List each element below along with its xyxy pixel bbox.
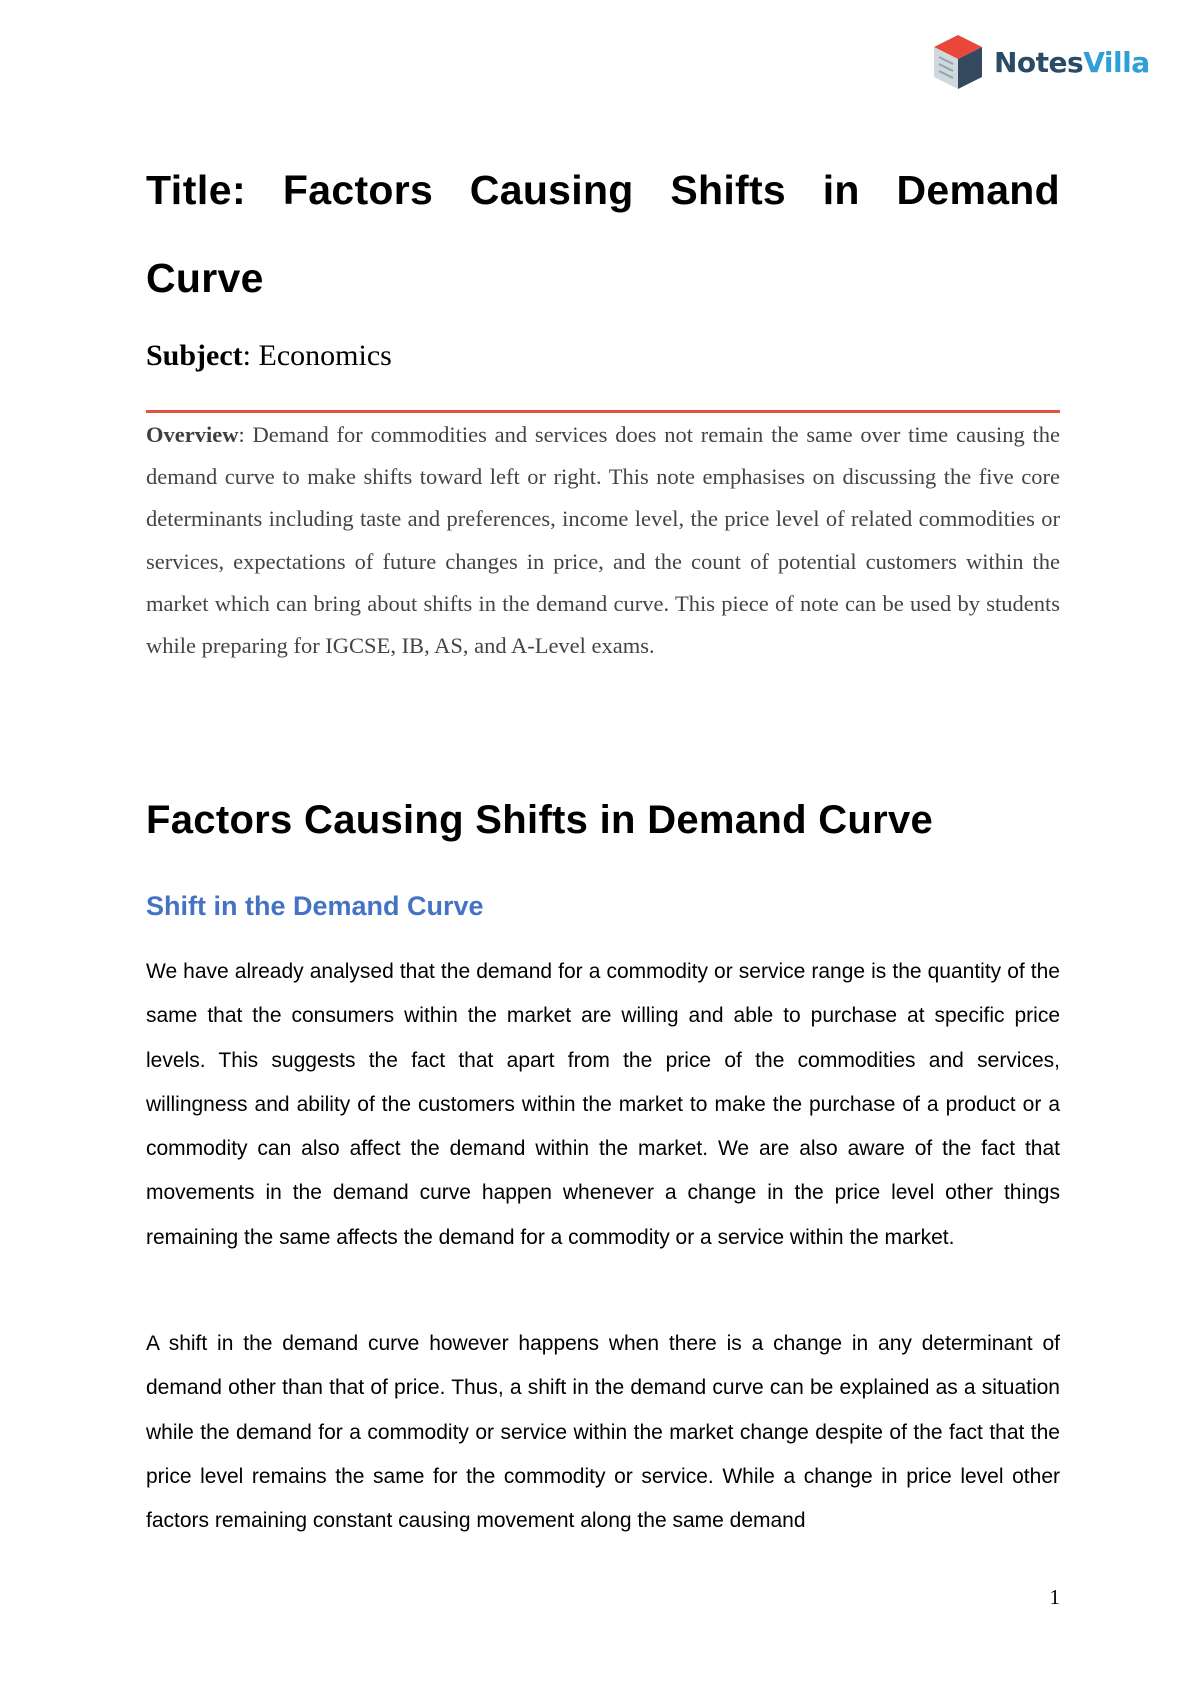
notesvilla-logo [932, 33, 1150, 91]
logo-wordmark-villa: Villa [1083, 45, 1150, 79]
subject-label: Subject [146, 339, 243, 372]
body-paragraph-2: A shift in the demand curve however happens when there is a change in any determinant of demand other than that of price. Thus, a shift in the demand curve can be explained as a situation while the demand for a commodity or service within the market change despite of the fact that the price level remains the same for the commodity or service. While a change in price level other factors remaining constant causing movement along the same demand [146, 1332, 1060, 1533]
title-label: Title: [146, 167, 247, 213]
logo-wordmark-notes: Notes [994, 45, 1084, 79]
subject-value: Economics [258, 339, 392, 372]
document-title [146, 146, 1060, 322]
subsection-heading: Shift in the Demand Curve [146, 891, 484, 921]
page-number: 1 [1049, 1585, 1060, 1609]
divider-rule [146, 410, 1060, 413]
overview-paragraph [146, 414, 1060, 667]
cube-logo-icon [932, 33, 984, 91]
logo-wordmark [994, 46, 1150, 79]
subject-colon: : [242, 339, 252, 372]
subject-line [146, 336, 1060, 376]
body-paragraph-1: We have already analysed that the demand for a commodity or service range is the quantity of the same that the consumers within the market are willing and able to purchase at specific price levels. This suggests the fact that apart from the price of the commodities and services, willingness and ability of the customers within the market to make the purchase of a product or a commodity can also affect the demand within the market. We are also aware of the fact that movements in the demand curve happen whenever a change in the price level other things remaining the same affects the demand for a commodity or a service within the market. [146, 960, 1060, 1249]
section-heading: Factors Causing Shifts in Demand Curve [146, 798, 934, 842]
overview-text: : Demand for commodities and services does not remain the same over time causing the demand curve to make shifts toward left or right. This note emphasises on discussing the five core determinants including taste and preferences, income level, the price level of related commodities or services, expectations of future changes in price, and the count of potential customers within the market which can bring about shifts in the demand curve. This piece of note can be used by students while preparing for IGCSE, IB, AS, and A-Level exams. [146, 422, 1060, 659]
overview-label: Overview [146, 422, 239, 447]
title-text: Factors Causing Shifts in Demand Curve [146, 167, 1060, 301]
